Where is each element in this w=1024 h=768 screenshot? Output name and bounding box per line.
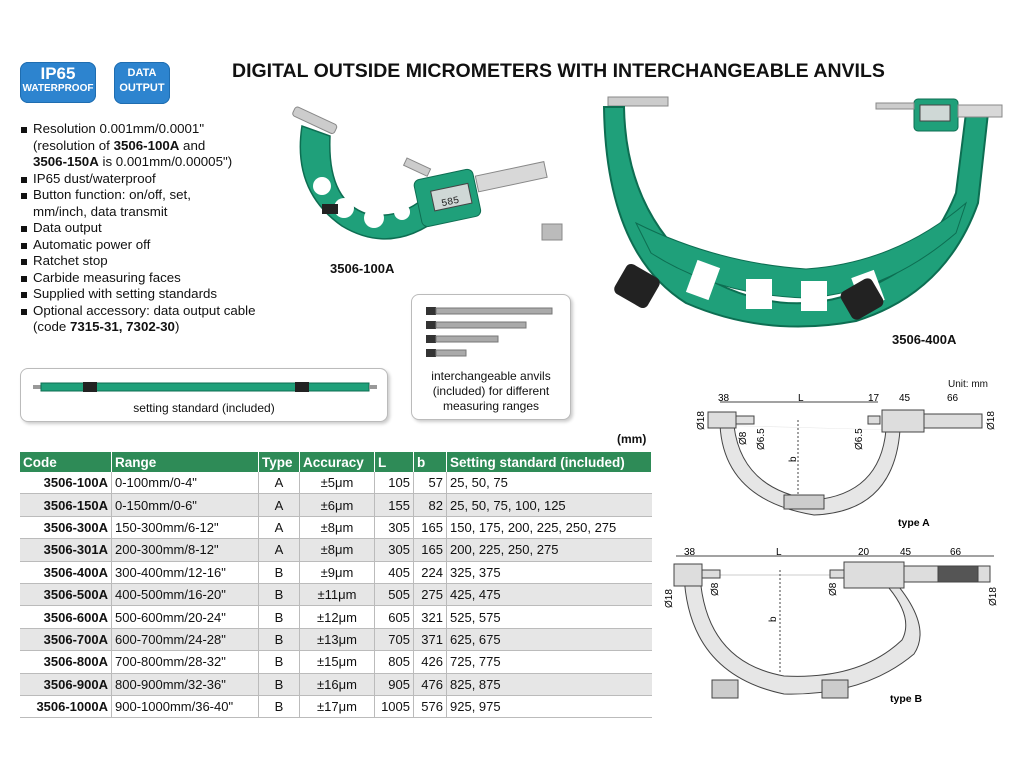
typeb-dim-66: 66	[950, 547, 962, 558]
table-cell: ±6μm	[300, 494, 375, 516]
table-cell: 800-900mm/32-36"	[112, 673, 259, 695]
feature-code: 3506-100A	[113, 137, 180, 153]
typea-dim-b: b	[788, 456, 799, 462]
table-cell: 150, 175, 200, 225, 250, 275	[447, 516, 652, 538]
table-cell: 165	[414, 539, 447, 561]
table-cell: 305	[375, 539, 414, 561]
feature-text: Button function: on/off, set,	[33, 187, 191, 202]
micrometer-100a-image	[282, 96, 572, 256]
table-cell: 3506-700A	[20, 628, 112, 650]
typeb-dim-45: 45	[900, 547, 912, 558]
typeb-dim-b: b	[768, 616, 779, 622]
table-cell: B	[259, 628, 300, 650]
table-row	[20, 651, 652, 673]
table-cell: 3506-300A	[20, 516, 112, 538]
table-cell: 476	[414, 673, 447, 695]
typeb-dim-l: L	[776, 547, 782, 558]
typeb-label: type B	[890, 693, 923, 705]
anvils-box	[411, 294, 571, 420]
col-header: L	[375, 452, 414, 472]
data-badge-line2: OUTPUT	[119, 82, 165, 94]
table-row	[20, 673, 652, 695]
table-cell: 200-300mm/8-12"	[112, 539, 259, 561]
typeb-dim-38: 38	[684, 547, 696, 558]
table-cell: A	[259, 539, 300, 561]
table-cell: B	[259, 583, 300, 605]
table-cell: 321	[414, 606, 447, 628]
typea-dim-38: 38	[718, 393, 730, 404]
table-cell: 0-150mm/0-6"	[112, 494, 259, 516]
table-cell: ±9μm	[300, 561, 375, 583]
table-row	[20, 583, 652, 605]
table-cell: 155	[375, 494, 414, 516]
col-header: b	[414, 452, 447, 472]
table-cell: B	[259, 561, 300, 583]
table-cell: 405	[375, 561, 414, 583]
typea-dim-17: 17	[868, 393, 880, 404]
table-cell: 25, 50, 75, 100, 125	[447, 494, 652, 516]
table-cell: 925, 975	[447, 695, 652, 717]
anvils-caption	[412, 369, 570, 414]
table-cell: 82	[414, 494, 447, 516]
table-cell: A	[259, 494, 300, 516]
drawing-type-a	[664, 390, 1004, 530]
feature-text: and	[179, 137, 206, 153]
table-cell: ±8μm	[300, 539, 375, 561]
table-cell: 3506-600A	[20, 606, 112, 628]
typea-label: type A	[898, 517, 930, 529]
feature-text: (resolution of	[33, 137, 114, 153]
table-cell: ±17μm	[300, 695, 375, 717]
table-cell: 105	[375, 472, 414, 494]
table-header-row	[20, 452, 652, 472]
anvils-caption-line: (included) for different	[432, 384, 550, 398]
table-cell: A	[259, 516, 300, 538]
drawing-type-b	[664, 544, 1004, 708]
feature-text: )	[174, 319, 180, 334]
ip65-badge	[20, 62, 96, 103]
feature-code: 3506-150A	[33, 154, 99, 169]
table-row	[20, 539, 652, 561]
table-cell: ±15μm	[300, 651, 375, 673]
table-row	[20, 472, 652, 494]
typeb-dia-8-right: Ø8	[828, 582, 839, 596]
table-cell: 3506-500A	[20, 583, 112, 605]
table-cell: ±5μm	[300, 472, 375, 494]
anvils-caption-line: interchangeable anvils	[431, 369, 551, 383]
table-cell: 200, 225, 250, 275	[447, 539, 652, 561]
table-cell: 505	[375, 583, 414, 605]
ip65-badge-label: IP65	[40, 64, 76, 83]
setting-standard-rod-image	[33, 381, 377, 393]
anvils-caption-line: measuring ranges	[442, 399, 540, 413]
feature-item-ratchet: Ratchet stop	[20, 253, 256, 270]
table-cell: 165	[414, 516, 447, 538]
table-cell: 57	[414, 472, 447, 494]
table-cell: 825, 875	[447, 673, 652, 695]
col-header: Type	[259, 452, 300, 472]
table-row	[20, 516, 652, 538]
table-row	[20, 606, 652, 628]
table-row	[20, 494, 652, 516]
feature-list	[20, 121, 256, 336]
typea-dia-65-left: Ø6.5	[756, 428, 767, 450]
table-cell: 400-500mm/16-20"	[112, 583, 259, 605]
unit-label: Unit: mm	[948, 379, 988, 390]
table-cell: B	[259, 606, 300, 628]
table-cell: 576	[414, 695, 447, 717]
table-cell: 25, 50, 75	[447, 472, 652, 494]
typea-dia-18-right: Ø18	[986, 411, 997, 430]
setting-standard-box	[20, 368, 388, 422]
table-cell: 3506-900A	[20, 673, 112, 695]
waterproof-badge-label: WATERPROOF	[22, 83, 94, 94]
feature-item-button	[20, 187, 256, 220]
table-cell: 1005	[375, 695, 414, 717]
feature-item-ip65: IP65 dust/waterproof	[20, 171, 256, 188]
table-cell: 605	[375, 606, 414, 628]
feature-item-optional	[20, 303, 256, 336]
anvils-image	[426, 305, 556, 363]
table-cell: 3506-301A	[20, 539, 112, 561]
table-cell: ±8μm	[300, 516, 375, 538]
table-cell: 905	[375, 673, 414, 695]
page-title: DIGITAL OUTSIDE MICROMETERS WITH INTERCHANGEABLE ANVILS	[232, 60, 885, 82]
table-cell: 500-600mm/20-24"	[112, 606, 259, 628]
caption-3506-400a: 3506-400A	[892, 332, 957, 347]
typea-dim-45: 45	[899, 393, 911, 404]
table-cell: 600-700mm/24-28"	[112, 628, 259, 650]
table-cell: 705	[375, 628, 414, 650]
feature-item-auto-power: Automatic power off	[20, 237, 256, 254]
table-cell: 3506-100A	[20, 472, 112, 494]
table-cell: B	[259, 695, 300, 717]
table-cell: 3506-1000A	[20, 695, 112, 717]
setting-standard-caption: setting standard (included)	[133, 401, 275, 415]
table-cell: 3506-150A	[20, 494, 112, 516]
table-unit-label: (mm)	[617, 432, 647, 446]
feature-text: Resolution 0.001mm/0.0001"	[33, 121, 205, 136]
typeb-dia-18-left: Ø18	[664, 589, 675, 608]
table-cell: ±11μm	[300, 583, 375, 605]
table-cell: 3506-400A	[20, 561, 112, 583]
table-cell: 0-100mm/0-4"	[112, 472, 259, 494]
feature-code: 7315-31, 7302-30	[69, 319, 175, 334]
table-cell: 425, 475	[447, 583, 652, 605]
typea-dia-65-right: Ø6.5	[854, 428, 865, 450]
typeb-dia-18-right: Ø18	[988, 587, 999, 606]
typea-dim-l: L	[798, 393, 804, 404]
table-cell: 805	[375, 651, 414, 673]
typea-dia-8: Ø8	[738, 431, 749, 445]
table-cell: 224	[414, 561, 447, 583]
feature-item-standards: Supplied with setting standards	[20, 286, 256, 303]
feature-text: (code	[33, 319, 70, 334]
typea-dia-18-left: Ø18	[696, 411, 707, 430]
table-cell: 3506-800A	[20, 651, 112, 673]
table-cell: 426	[414, 651, 447, 673]
col-header: Code	[20, 452, 112, 472]
feature-item-carbide: Carbide measuring faces	[20, 270, 256, 287]
micrometer-400a-image	[596, 93, 1010, 333]
spec-table	[20, 452, 652, 718]
table-row	[20, 628, 652, 650]
feature-text: mm/inch, data transmit	[33, 203, 168, 219]
table-cell: B	[259, 651, 300, 673]
typeb-dim-20: 20	[858, 547, 870, 558]
table-cell: A	[259, 472, 300, 494]
feature-text: Optional accessory: data output cable	[33, 302, 256, 318]
col-header: Range	[112, 452, 259, 472]
table-row	[20, 561, 652, 583]
table-cell: 900-1000mm/36-40"	[112, 695, 259, 717]
table-cell: 305	[375, 516, 414, 538]
table-cell: 325, 375	[447, 561, 652, 583]
svg-text:585: 585	[440, 195, 461, 211]
table-cell: ±13μm	[300, 628, 375, 650]
data-output-badge	[114, 62, 170, 104]
table-cell: B	[259, 673, 300, 695]
table-cell: ±16μm	[300, 673, 375, 695]
table-cell: 371	[414, 628, 447, 650]
typea-dim-66: 66	[947, 393, 959, 404]
table-row	[20, 695, 652, 717]
feature-item-resolution	[20, 121, 256, 171]
table-cell: 625, 675	[447, 628, 652, 650]
table-cell: 150-300mm/6-12"	[112, 516, 259, 538]
data-badge-line1: DATA	[127, 67, 157, 79]
table-cell: ±12μm	[300, 606, 375, 628]
caption-3506-100a: 3506-100A	[330, 261, 395, 276]
col-header: Setting standard (included)	[447, 452, 652, 472]
typeb-dia-8-left: Ø8	[710, 582, 721, 596]
feature-item-data-output: Data output	[20, 220, 256, 237]
col-header: Accuracy	[300, 452, 375, 472]
table-cell: 300-400mm/12-16"	[112, 561, 259, 583]
table-cell: 525, 575	[447, 606, 652, 628]
feature-text: is 0.001mm/0.00005")	[98, 154, 233, 169]
table-cell: 700-800mm/28-32"	[112, 651, 259, 673]
table-cell: 725, 775	[447, 651, 652, 673]
table-cell: 275	[414, 583, 447, 605]
